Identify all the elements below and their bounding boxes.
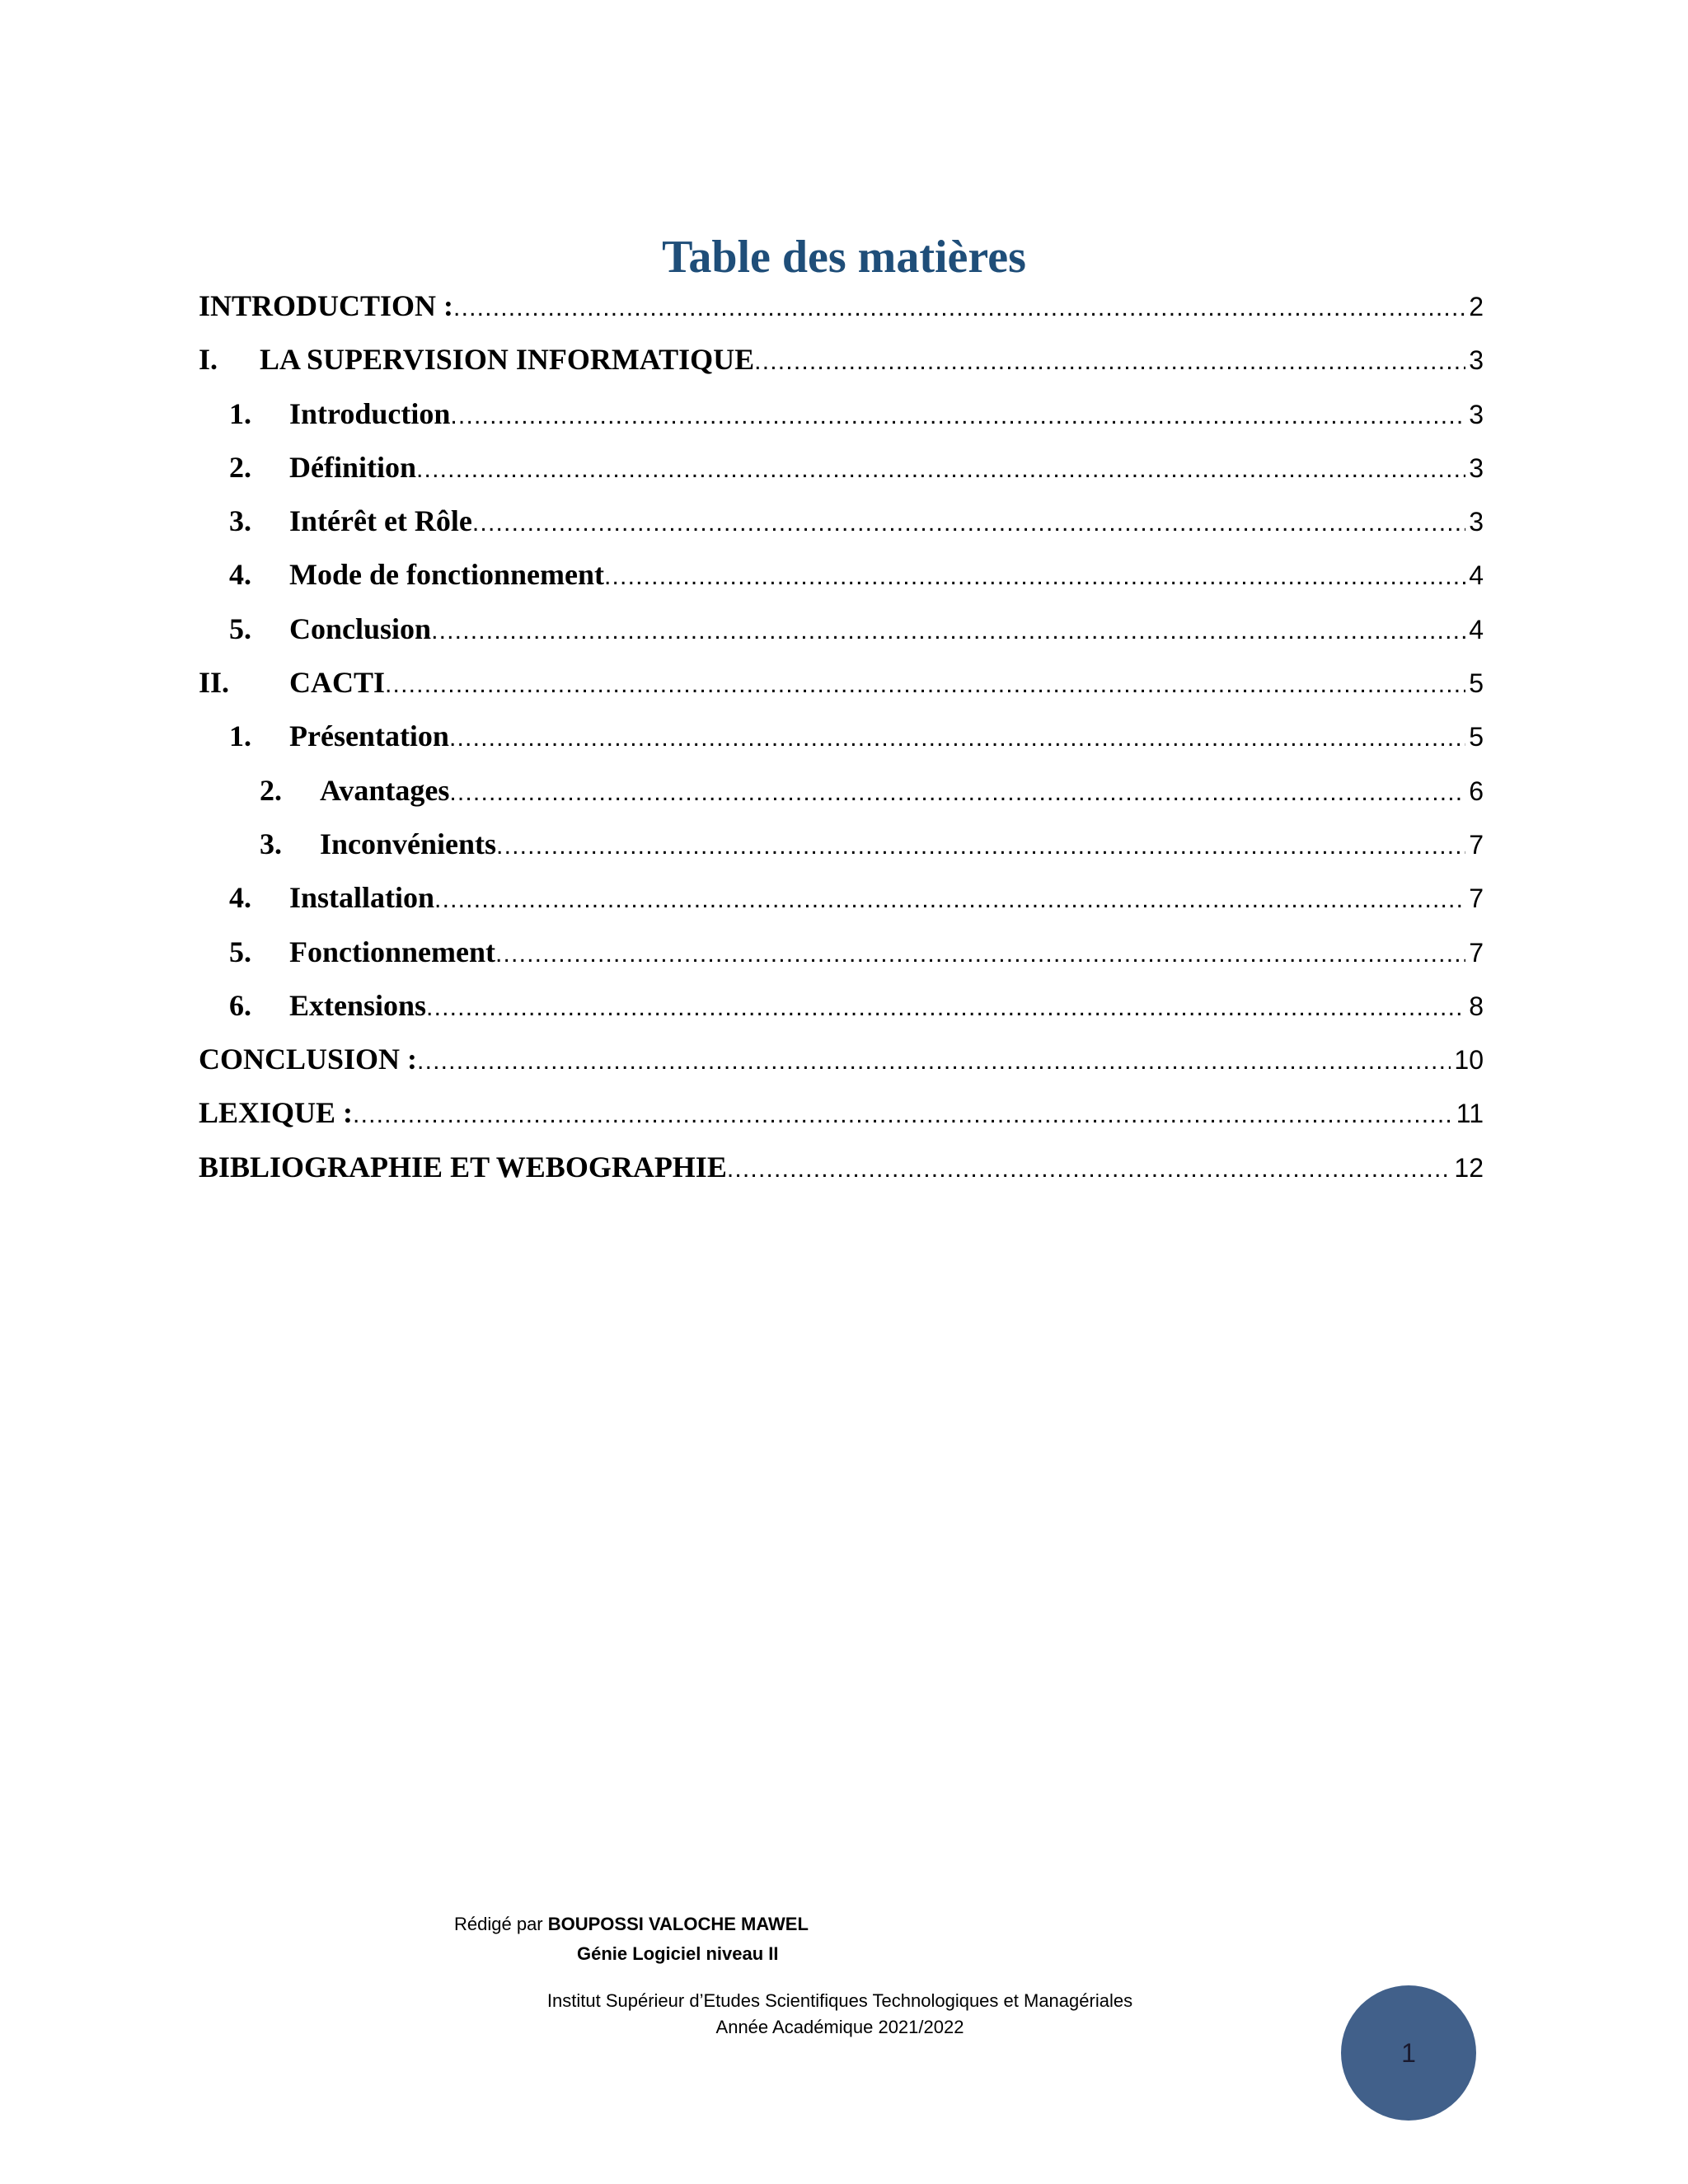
- toc-entry-definition[interactable]: [199, 450, 1484, 504]
- toc-dot-leader: [434, 886, 1465, 914]
- footer-program: Génie Logiciel niveau II: [577, 1943, 779, 1964]
- toc-dot-leader: [472, 509, 1465, 537]
- toc-entry-page: 5: [1469, 722, 1484, 752]
- toc-entry-page: 2: [1469, 292, 1484, 321]
- toc-entry-number: 6.: [229, 988, 251, 1022]
- toc-entry-cacti[interactable]: [199, 665, 1484, 719]
- page-number: 1: [1401, 2037, 1416, 2068]
- toc-entry-label: Conclusion: [289, 612, 432, 645]
- toc-entry-page: 7: [1469, 883, 1484, 914]
- toc-entry-label: BIBLIOGRAPHIE ET WEBOGRAPHIE: [199, 1150, 727, 1183]
- toc-entry-fonctionnement[interactable]: [199, 935, 1484, 988]
- toc-entry-number: I.: [199, 343, 218, 377]
- toc-dot-leader: [449, 779, 1465, 807]
- footer-institute-name: Institut Supérieur d’Etudes Scientifiques Technologiques et Managériales: [546, 1990, 1133, 2011]
- toc-entry-page: 3: [1469, 452, 1484, 483]
- toc-entry-page: 7: [1469, 937, 1484, 968]
- toc-entry-supervision[interactable]: [199, 342, 1484, 396]
- toc-entry-label: LA SUPERVISION INFORMATIQUE: [260, 343, 755, 377]
- toc-entry-label: Présentation: [289, 719, 449, 753]
- toc-entry-avantages[interactable]: [199, 773, 1484, 827]
- footer-author-name: BOUPOSSI VALOCHE MAWEL: [547, 1914, 809, 1934]
- toc-entry-label: Intérêt et Rôle: [289, 504, 472, 538]
- toc-dot-leader: [604, 563, 1465, 591]
- page-title: Table des matières: [662, 232, 1026, 283]
- toc-entry-label: INTRODUCTION :: [199, 289, 454, 322]
- toc-entry-conclusion-sub[interactable]: [199, 612, 1484, 665]
- toc-entry-label: CACTI: [289, 666, 386, 700]
- toc-entry-introduction[interactable]: [199, 288, 1484, 342]
- toc-dot-leader: [450, 402, 1465, 430]
- toc-entry-number: 4.: [229, 881, 251, 915]
- toc-entry-number: 2.: [260, 773, 282, 807]
- toc-entry-label: Fonctionnement: [289, 935, 495, 968]
- toc-dot-leader: [385, 671, 1465, 699]
- toc-entry-mode-fonctionnement[interactable]: [199, 557, 1484, 611]
- toc-entry-label: Avantages: [320, 773, 450, 807]
- toc-entry-page: 4: [1469, 560, 1484, 591]
- toc-entry-label: Définition: [289, 450, 417, 484]
- toc-entry-number: 1.: [229, 719, 251, 753]
- toc-dot-leader: [495, 940, 1465, 968]
- toc-dot-leader: [754, 348, 1465, 376]
- toc-entry-number: 2.: [229, 450, 251, 484]
- toc-dot-leader: [449, 724, 1465, 752]
- toc-dot-leader: [416, 456, 1465, 484]
- toc-entry-page: 10: [1454, 1045, 1484, 1076]
- toc-entry-label: Inconvénients: [320, 827, 497, 860]
- table-of-contents: [199, 288, 1484, 1203]
- toc-entry-page: 12: [1454, 1152, 1484, 1183]
- toc-entry-number: 5.: [229, 612, 251, 645]
- toc-entry-label: CONCLUSION :: [199, 1043, 418, 1076]
- toc-entry-number: 1.: [229, 396, 251, 430]
- toc-entry-number: II.: [199, 666, 230, 700]
- toc-entry-inconvenients[interactable]: [199, 827, 1484, 880]
- toc-entry-number: 3.: [229, 504, 251, 538]
- toc-dot-leader: [727, 1155, 1451, 1183]
- toc-entry-number: 4.: [229, 558, 251, 592]
- toc-entry-label: LEXIQUE :: [199, 1096, 354, 1130]
- toc-entry-number: 3.: [260, 827, 282, 860]
- toc-entry-page: 3: [1469, 399, 1484, 429]
- toc-entry-page: 3: [1469, 345, 1484, 376]
- toc-entry-installation[interactable]: [199, 880, 1484, 934]
- toc-dot-leader: [431, 617, 1465, 645]
- toc-dot-leader: [417, 1047, 1451, 1076]
- toc-entry-label: Introduction: [289, 396, 451, 430]
- toc-entry-page: 4: [1469, 614, 1484, 644]
- toc-entry-page: 5: [1469, 668, 1484, 699]
- toc-entry-conclusion[interactable]: [199, 1042, 1484, 1095]
- footer-author: [454, 1910, 809, 1938]
- toc-entry-extensions[interactable]: [199, 988, 1484, 1042]
- toc-entry-bibliographie[interactable]: [199, 1150, 1484, 1203]
- toc-entry-page: 6: [1469, 776, 1484, 806]
- toc-dot-leader: [496, 832, 1465, 860]
- toc-entry-label: Mode de fonctionnement: [289, 558, 604, 592]
- toc-dot-leader: [453, 294, 1465, 322]
- footer-author-prefix: Rédigé par: [454, 1914, 548, 1934]
- toc-entry-introduction-sub[interactable]: [199, 396, 1484, 450]
- toc-entry-page: 11: [1456, 1099, 1484, 1129]
- toc-entry-interet-role[interactable]: [199, 504, 1484, 557]
- toc-dot-leader: [353, 1101, 1453, 1129]
- toc-dot-leader: [426, 994, 1465, 1022]
- toc-entry-lexique[interactable]: [199, 1095, 1484, 1149]
- toc-entry-presentation[interactable]: [199, 719, 1484, 772]
- footer-academic-year: Année Académique 2021/2022: [715, 2017, 964, 2037]
- toc-entry-page: 7: [1469, 829, 1484, 860]
- toc-entry-label: Extensions: [289, 988, 427, 1022]
- toc-entry-label: Installation: [289, 881, 435, 915]
- toc-entry-page: 8: [1469, 991, 1484, 1021]
- toc-entry-number: 5.: [229, 935, 251, 968]
- toc-entry-page: 3: [1469, 507, 1484, 537]
- page-number-badge: [1341, 1985, 1476, 2121]
